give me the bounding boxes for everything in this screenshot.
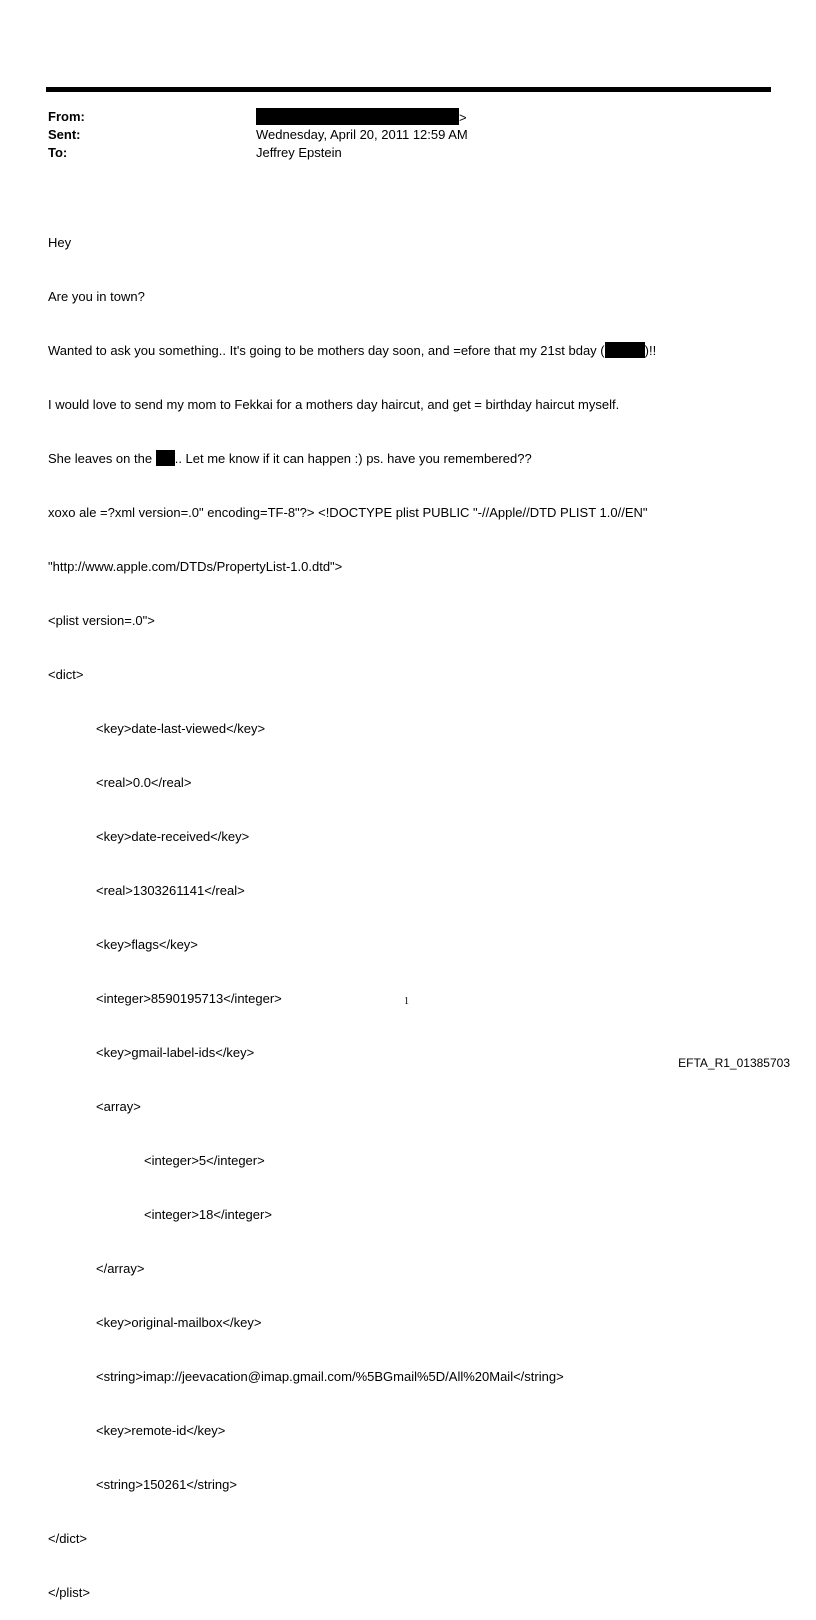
- plist-value-line: <integer>8590195713</integer>: [96, 991, 282, 1006]
- sent-value: Wednesday, April 20, 2011 12:59 AM: [256, 127, 468, 142]
- redaction-box: [605, 342, 645, 358]
- plist-key-line: <key>remote-id</key>: [96, 1423, 226, 1438]
- to-value: Jeffrey Epstein: [256, 145, 342, 160]
- array-close-tag: </array>: [96, 1261, 145, 1276]
- plist-key-line: <key>flags</key>: [96, 937, 198, 952]
- plist-close-tag: </plist>: [48, 1585, 90, 1600]
- email-body: [48, 198, 778, 1620]
- body-line-greeting: Hey: [48, 235, 72, 250]
- body-line-town: Are you in town?: [48, 289, 145, 304]
- to-row: [48, 144, 768, 162]
- body-line-dtd: "http://www.apple.com/DTDs/PropertyList-1.0.dtd">: [48, 559, 343, 574]
- to-label: To:: [48, 145, 68, 160]
- dict-close-tag: </dict>: [48, 1531, 88, 1546]
- redaction-box: [256, 108, 459, 125]
- plist-key-line: <key>gmail-label-ids</key>: [96, 1045, 255, 1060]
- plist-value-line: <real>1303261141</real>: [96, 883, 245, 898]
- header-divider-rule: [46, 87, 771, 92]
- plist-value-line: <integer>18</integer>: [144, 1207, 272, 1222]
- dict-open-tag: <dict>: [48, 667, 84, 682]
- body-line-ask-start: Wanted to ask you something.. It's going to be mothers day soon, and =efore that my 21st bday (: [48, 343, 605, 358]
- from-row: [48, 108, 768, 126]
- document-id: EFTA_R1_01385703: [678, 1056, 790, 1070]
- plist-key-line: <key>original-mailbox</key>: [96, 1315, 262, 1330]
- array-open-tag: <array>: [96, 1099, 141, 1114]
- from-value-suffix: >: [459, 110, 467, 125]
- page-number: 1: [404, 996, 409, 1007]
- sent-row: [48, 126, 768, 144]
- email-header: [48, 108, 768, 162]
- body-line-leaves-end: .. Let me know if it can happen :) ps. have you remembered??: [174, 451, 532, 466]
- plist-open-tag: <plist version=.0">: [48, 613, 155, 628]
- from-label: From:: [48, 109, 85, 124]
- plist-value-line: <integer>5</integer>: [144, 1153, 265, 1168]
- plist-key-line: <key>date-received</key>: [96, 829, 250, 844]
- body-line-xoxo: xoxo ale =?xml version=.0" encoding=TF-8"?> <!DOCTYPE plist PUBLIC "-//Apple//DTD PLIST 1.0//EN": [48, 505, 648, 520]
- plist-value-line: <string>150261</string>: [96, 1477, 237, 1492]
- plist-key-line: <key>date-last-viewed</key>: [96, 721, 266, 736]
- sent-label: Sent:: [48, 127, 81, 142]
- body-line-haircut: I would love to send my mom to Fekkai for a mothers day haircut, and get = birthday haircut myself.: [48, 397, 620, 412]
- body-line-leaves-start: She leaves on the: [48, 451, 156, 466]
- body-line-ask-end: )!!: [644, 343, 657, 358]
- plist-value-line: <real>0.0</real>: [96, 775, 192, 790]
- plist-value-line: <string>imap://jeevacation@imap.gmail.com/%5BGmail%5D/All%20Mail</string>: [96, 1369, 564, 1384]
- body-line-ask: [48, 342, 778, 360]
- body-line-leaves: [48, 450, 778, 468]
- redaction-box: [156, 450, 175, 466]
- from-value: [256, 108, 467, 127]
